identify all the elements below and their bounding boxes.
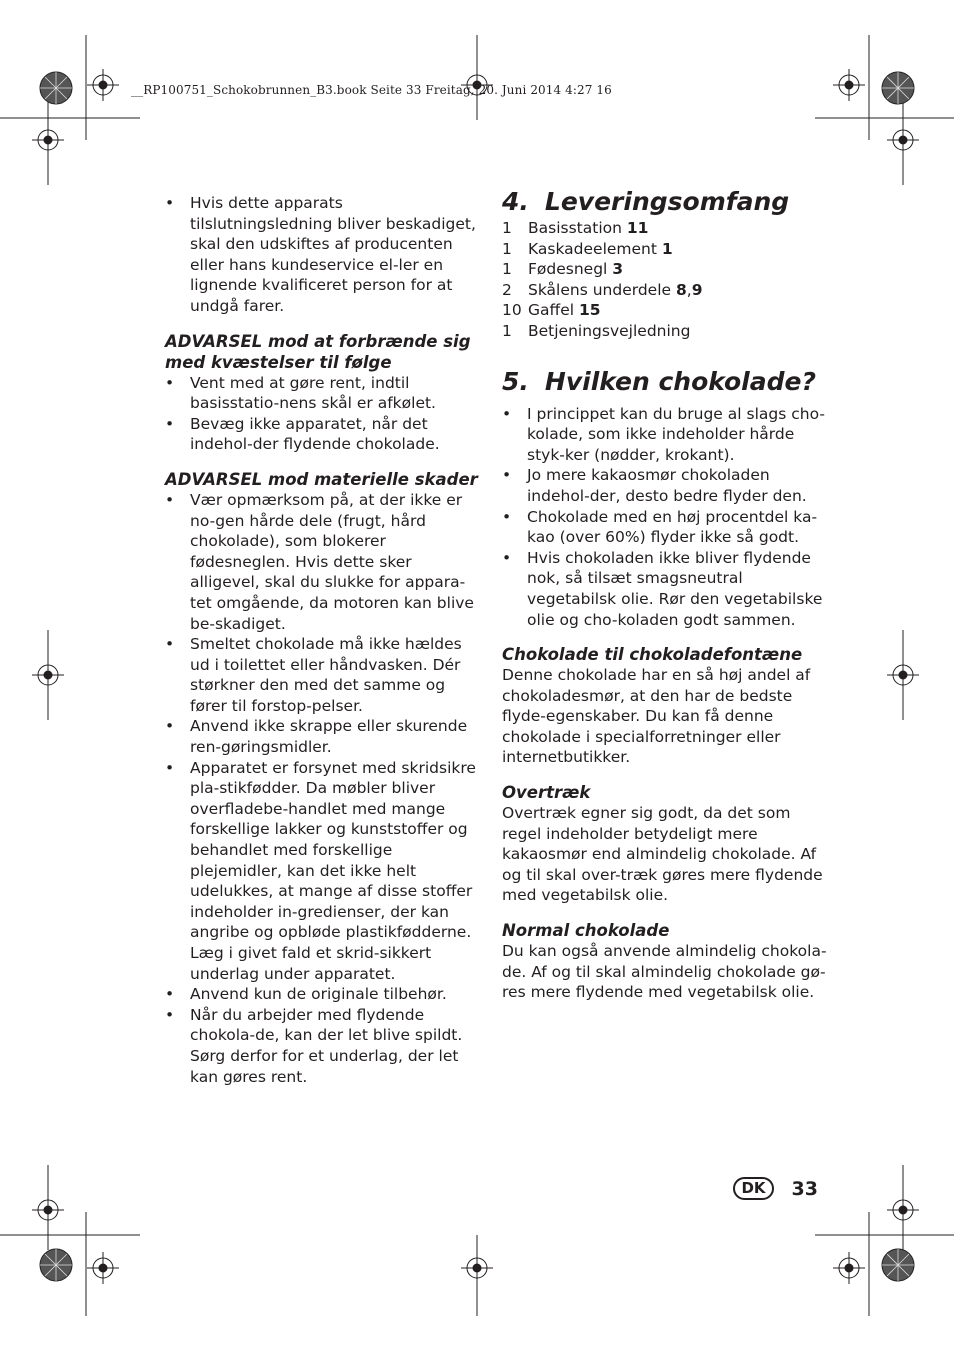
warning-damage-list xyxy=(165,490,485,1087)
delivery-scope-list xyxy=(502,218,827,342)
section-number: 4. xyxy=(502,187,529,216)
paragraph: Overtræk egner sig godt, da det som regel indeholder betydeligt mere kakaosmør end almindelig chokolade. Af og til skal over-træk gøres mere flydende med vegetabilsk olie. xyxy=(502,804,823,905)
list-item xyxy=(502,218,827,239)
item-text: Skålens underdele xyxy=(528,280,672,299)
page-number: 33 xyxy=(791,1177,818,1200)
item-ref: 11 xyxy=(626,219,649,237)
section-title: Leveringsomfang xyxy=(544,187,790,216)
warning-burn-heading: ADVARSEL mod at forbrænde sig med kvæstelser til følge xyxy=(165,331,471,372)
item-qty: 2 xyxy=(502,280,512,299)
list-item: • Hvis dette apparats tilslutningsledning bliver beskadiget, skal den udskiftes af producenten eller hans kundeservice el-ler en lignende kvalificeret person for at undgå farer. xyxy=(165,193,485,317)
item-ref: 1 xyxy=(661,239,673,258)
subheading-coating: Overtræk xyxy=(502,783,591,803)
intro-bullet-list xyxy=(165,193,485,317)
list-item: • Chokolade med en høj procentdel ka-kao (over 60%) flyder ikke så godt. xyxy=(502,507,827,548)
language-badge: DK xyxy=(733,1177,773,1200)
item-ref: 8 xyxy=(676,280,687,299)
print-header-line: __RP100751_Schokobrunnen_B3.book Seite 33 Freitag, 20. Juni 2014 4:27 16 xyxy=(131,83,612,97)
subheading-fountain-chocolate: Chokolade til chokoladefontæne xyxy=(502,645,803,665)
list-item xyxy=(502,239,827,260)
item-ref: 9 xyxy=(691,280,703,299)
list-item: • Anvend kun de originale tilbehør. xyxy=(165,984,485,1005)
list-item: • Bevæg ikke apparatet, når det indehol-der flydende chokolade. xyxy=(165,414,485,455)
chocolate-bullet-list xyxy=(502,404,827,631)
list-item: • I princippet kan du bruge al slags cho-kolade, som ikke indeholder hårde styk-ker (nødder, krokant). xyxy=(502,404,827,466)
item-text: Basisstation xyxy=(528,219,622,237)
list-item: • Når du arbejder med flydende chokola-de, kan der let blive spildt. Sørg derfor for et underlag, der let kan gøres rent. xyxy=(165,1005,485,1087)
list-item xyxy=(502,321,827,342)
section-number: 5. xyxy=(502,366,529,396)
item-ref: 15 xyxy=(578,301,601,320)
page-footer xyxy=(733,1177,818,1200)
item-ref: 3 xyxy=(612,260,624,279)
list-item xyxy=(502,259,827,280)
item-qty: 1 xyxy=(502,219,512,237)
item-qty: 1 xyxy=(502,321,512,340)
paragraph: Denne chokolade har en så høj andel af chokoladesmør, at den har de bedste flyde-egenskaber. Du kan få denne chokolade i specialforretninger eller internetbutikker. xyxy=(502,666,811,767)
list-item: • Vent med at gøre rent, indtil basisstatio-nens skål er afkølet. xyxy=(165,373,485,414)
right-column xyxy=(502,186,827,1003)
warning-damage-heading: ADVARSEL mod materielle skader xyxy=(165,469,478,489)
list-item xyxy=(502,280,827,301)
list-item: • Anvend ikke skrappe eller skurende ren-gøringsmidler. xyxy=(165,716,485,757)
list-item: • Hvis chokoladen ikke bliver flydende nok, så tilsæt smagsneutral vegetabilsk olie. Rør den vegetabilske olie og cho-koladen godt sammen. xyxy=(502,548,827,630)
section-4-heading xyxy=(502,186,827,218)
item-text: Betjeningsvejledning xyxy=(528,321,691,340)
item-text: Fødesnegl xyxy=(528,260,608,279)
section-title: Hvilken chokolade? xyxy=(544,366,816,396)
list-item: • Smeltet chokolade må ikke hældes ud i toilettet eller håndvasken. Dér størkner den med det samme og fører til forstop-pelser. xyxy=(165,634,485,716)
item-qty: 1 xyxy=(502,260,512,279)
list-item: • Apparatet er forsynet med skridsikre pla-stikfødder. Da møbler bliver overfladebe-handlet med mange forskellige lakker og kunststoffer og behandlet med forskellige plejemidler, kan det ikke helt udelukkes, at mange af disse stoffer indeholder in-gredienser, der kan angribe og opbløde plastikfødderne. Læg i givet fald et skrid-sikkert underlag under apparatet. xyxy=(165,758,485,985)
item-qty: 10 xyxy=(502,301,522,320)
section-5-heading xyxy=(502,366,827,398)
item-qty: 1 xyxy=(502,239,512,258)
paragraph: Du kan også anvende almindelig chokola-de. Af og til skal almindelig chokolade gø-res mere flydende med vegetabilsk olie. xyxy=(502,942,827,1002)
list-item: • Vær opmærksom på, at der ikke er no-gen hårde dele (frugt, hård chokolade), som blokerer fødesneglen. Hvis dette sker alligevel, skal du slukke for appara-tet omgående, da motoren kan blive be-skadiget. xyxy=(165,490,485,634)
subheading-normal-chocolate: Normal chokolade xyxy=(502,921,670,941)
left-column xyxy=(165,193,485,1087)
list-item: • Jo mere kakaosmør chokoladen indehol-der, desto bedre flyder den. xyxy=(502,465,827,506)
item-separator: , xyxy=(686,280,692,299)
item-text: Gaffel xyxy=(528,301,575,320)
warning-burn-list xyxy=(165,373,485,455)
list-item xyxy=(502,300,827,321)
item-text: Kaskadeelement xyxy=(528,239,657,258)
